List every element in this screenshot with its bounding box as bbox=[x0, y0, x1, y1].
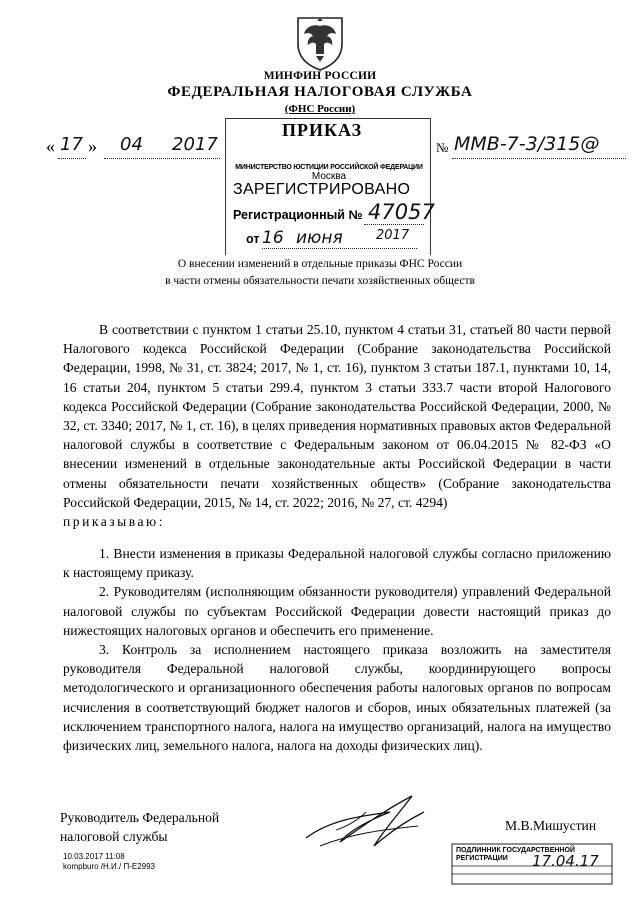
signatory-title-line-2: налоговой службы bbox=[60, 829, 168, 844]
signatory-title-line-1: Руководитель Федеральной bbox=[60, 810, 220, 825]
stamp-number-value: 47057 bbox=[368, 200, 435, 224]
order-number-underline bbox=[452, 158, 626, 159]
document-type-title: ПРИКАЗ bbox=[282, 120, 363, 140]
subject-line-2: в части отмены обязательности печати хозяйственных обществ bbox=[165, 275, 475, 287]
signatory-name: М.В.Мишустин bbox=[505, 818, 597, 833]
footer-timestamp: 10.03.2017 11:08 bbox=[63, 852, 125, 861]
stamp-date-underline bbox=[262, 248, 417, 249]
order-date-quote-close: » bbox=[88, 136, 97, 156]
order-date-month: 04 bbox=[120, 134, 143, 155]
subject-line-1: О внесении изменений в отдельные приказы ФНС России bbox=[177, 258, 463, 270]
service-heading: ФЕДЕРАЛЬНАЯ НАЛОГОВАЯ СЛУЖБА bbox=[167, 84, 473, 100]
stamp-date-label: от bbox=[246, 232, 260, 246]
stamp-number-underline bbox=[364, 224, 424, 225]
order-item-3: 3. Контроль за исполнением настоящего приказа возложить на заместителя руководителя Федеральной налоговой службы, координирующего вопросы методологического и организационного обеспечения работы налоговых органов по вопросам исчисления в соответствующий бюджет налогов и сборов, иных обязательных платежей (за исключением транспортного налога, налога на имущество организаций, налога на имущество физических лиц, земельного налога, налога на доходы физических лиц). bbox=[63, 642, 611, 754]
footer-author: kompburo /Н.И./ П-Е2993 bbox=[63, 862, 155, 871]
order-date-year: 2017 bbox=[172, 134, 218, 155]
order-date-quote-open: « bbox=[46, 136, 55, 156]
order-month-underline bbox=[104, 158, 220, 159]
order-number-sign: № bbox=[436, 140, 449, 155]
order-day-underline bbox=[58, 158, 86, 159]
handwritten-signature bbox=[300, 790, 430, 860]
order-items bbox=[63, 544, 611, 755]
signatory-title bbox=[60, 808, 219, 846]
order-subject bbox=[0, 256, 640, 290]
stamp-ministry: МИНИСТЕРСТВО ЮСТИЦИИ РОССИЙСКОЙ ФЕДЕРАЦИИ bbox=[235, 164, 423, 171]
notation-date: 17.04.17 bbox=[532, 852, 599, 870]
stamp-date-year: 2017 bbox=[376, 228, 410, 243]
order-date-day: 17 bbox=[60, 134, 83, 155]
preamble-paragraph: В соответствии с пунктом 1 статьи 25.10, пунктом 4 статьи 31, статьей 80 части первой Налогового кодекса Российской Федерации (Собрание законодательства Российской Федерации, 1998, № 31, ст. 3824; 2017, № 1, ст. 16), пунктом 3 статьи 187.1, пунктами 10, 14, 16 статьи 204, пунктом 5 статьи 299.4, пунктом 3 статьи 333.7 части второй Налогового кодекса Российской Федерации (Собрание законодательства Российской Федерации, 2000, № 32, ст. 3340; 2017, № 1, ст. 16), в целях приведения нормативных правовых актов Федеральной налоговой службы в соответствие с Федеральным законом от 06.04.2015 № 82-ФЗ «О внесении изменений в отдельные законодательные акты Российской Федерации в части отмены обязательности печати хозяйственных обществ» (Собрание законодательства Российской Федерации, 2015, № 14, ст. 2022; 2016, № 27, ст. 4294) bbox=[63, 322, 611, 510]
document-footer bbox=[63, 852, 155, 872]
stamp-date-month: июня bbox=[296, 228, 343, 248]
russian-emblem-icon bbox=[294, 12, 346, 72]
order-item-2: 2. Руководителям (исполняющим обязанности руководителя) управлений Федеральной налоговой службы по субъектам Российской Федерации довести настоящий приказ до нижестоящих налоговых органов и обеспечить его применение. bbox=[63, 584, 611, 638]
notation-line-1: ПОДЛИННИК ГОСУДАРСТВЕННОЙ bbox=[456, 847, 575, 854]
order-number-value: ММВ-7-3/315@ bbox=[454, 133, 600, 155]
service-abbrev: (ФНС России) bbox=[284, 103, 356, 115]
ministry-heading: МИНФИН РОССИИ bbox=[263, 70, 377, 82]
stamp-number-label: Регистрационный № bbox=[233, 208, 363, 222]
order-preamble bbox=[63, 320, 611, 531]
stamp-city: Москва bbox=[311, 171, 347, 182]
stamp-registered: ЗАРЕГИСТРИРОВАНО bbox=[233, 181, 411, 198]
stamp-date-day: 16 bbox=[262, 228, 284, 248]
notation-line-2: РЕГИСТРАЦИИ bbox=[456, 855, 508, 862]
order-word: приказываю: bbox=[63, 514, 165, 530]
order-item-1: 1. Внести изменения в приказы Федеральной налоговой службы согласно приложению к настоящему приказу. bbox=[63, 546, 611, 581]
